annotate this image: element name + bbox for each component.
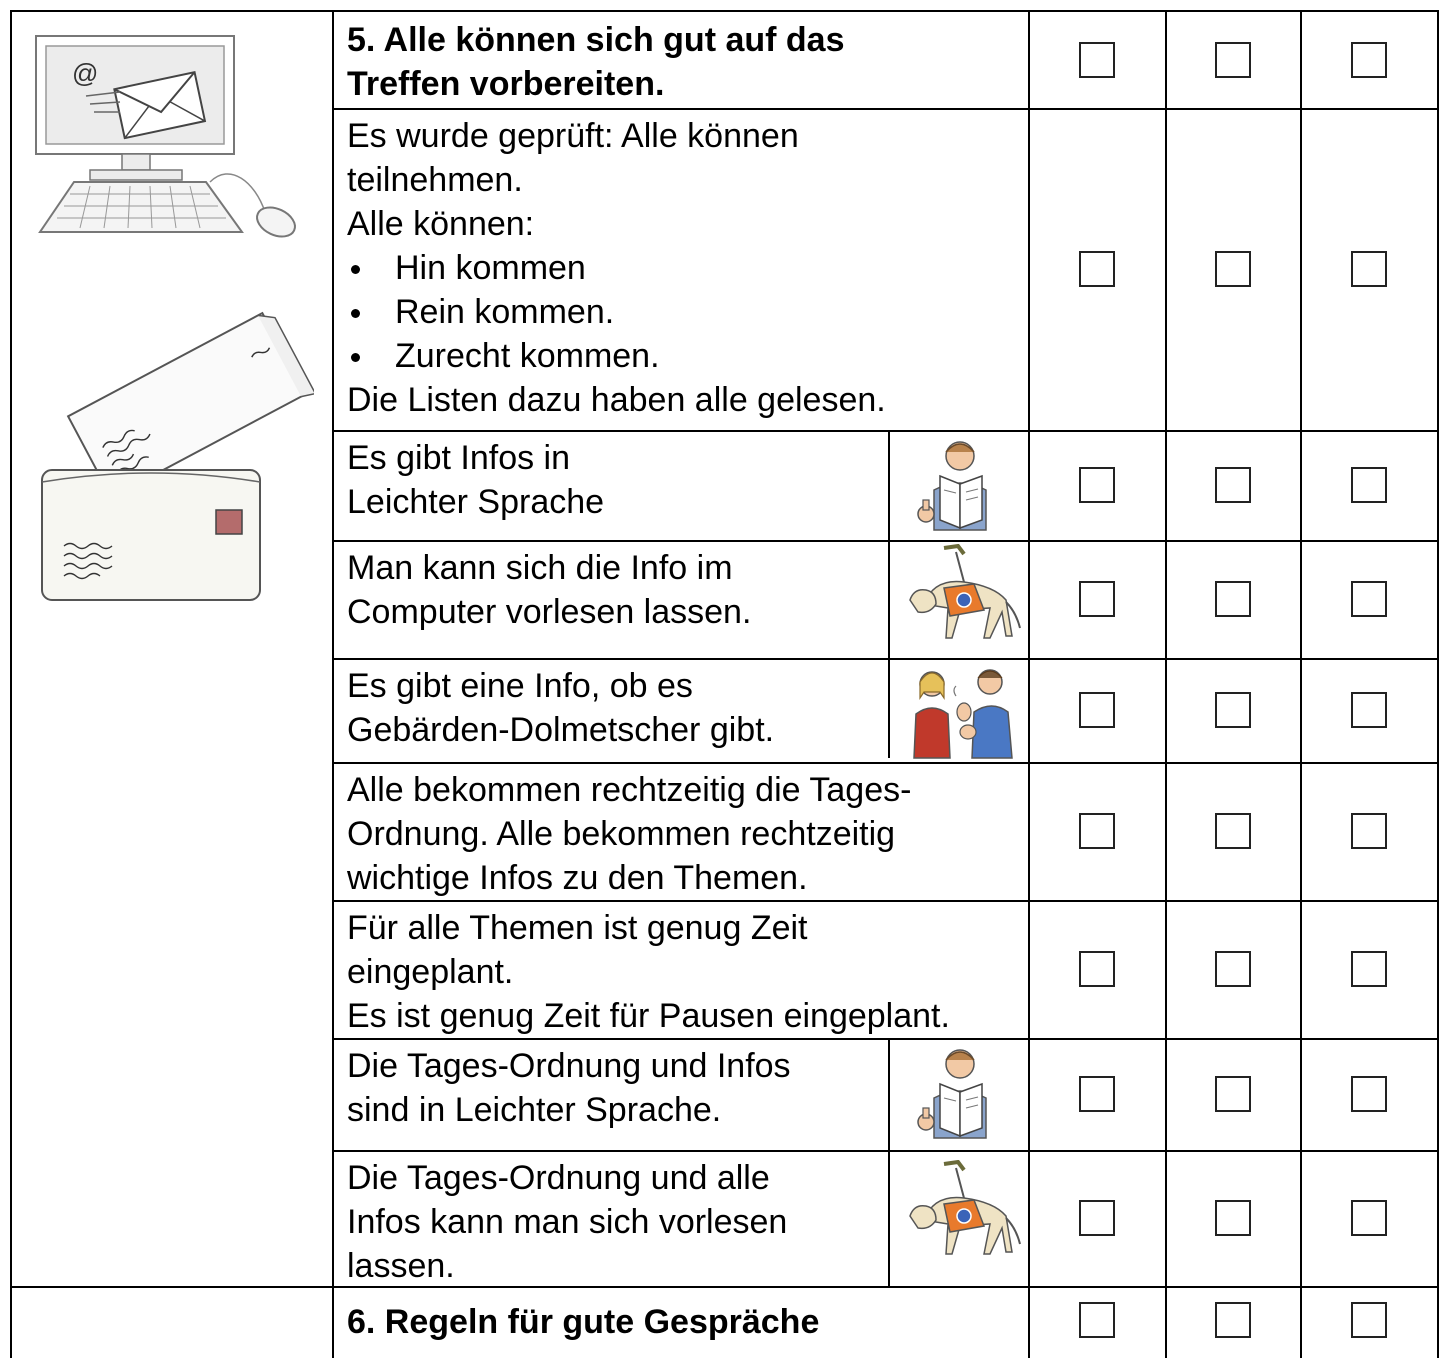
rating-checkbox[interactable] bbox=[1215, 42, 1251, 78]
rating-checkbox[interactable] bbox=[1079, 581, 1115, 617]
guide-dog-icon bbox=[904, 1160, 1024, 1272]
criterion-text: Es wurde geprüft: Alle können teilnehmen. Alle können: Hin kommen Rein kommen. Zurecht kommen. Die Listen dazu haben alle gelesen. bbox=[347, 117, 886, 419]
rating-checkbox[interactable] bbox=[1215, 1302, 1251, 1338]
list-item: Hin kommen bbox=[347, 246, 886, 290]
svg-text:@: @ bbox=[72, 58, 99, 88]
criterion-text: Die Tages-Ordnung und alle Infos kann man sich vorlesen lassen. bbox=[347, 1159, 788, 1285]
criterion-text: Alle bekommen rechtzeitig die Tages- Ordnung. Alle bekommen rechtzeitig wichtige Infos zu den Themen. bbox=[347, 771, 912, 897]
guide-dog-icon bbox=[904, 544, 1024, 656]
rating-checkbox[interactable] bbox=[1079, 467, 1115, 503]
list-item: Zurecht kommen. bbox=[347, 334, 886, 378]
rating-checkbox[interactable] bbox=[1079, 813, 1115, 849]
rating-checkbox[interactable] bbox=[1215, 581, 1251, 617]
rating-checkbox[interactable] bbox=[1215, 1076, 1251, 1112]
rating-checkbox[interactable] bbox=[1079, 1302, 1115, 1338]
rating-checkbox[interactable] bbox=[1079, 692, 1115, 728]
rating-checkbox[interactable] bbox=[1351, 1302, 1387, 1338]
rating-checkbox[interactable] bbox=[1351, 951, 1387, 987]
rating-checkbox[interactable] bbox=[1079, 951, 1115, 987]
rating-checkbox[interactable] bbox=[1351, 692, 1387, 728]
section-heading: 6. Regeln für gute Gespräche bbox=[347, 1303, 820, 1341]
rating-checkbox[interactable] bbox=[1215, 813, 1251, 849]
bullet-list bbox=[347, 246, 886, 378]
criterion-text: Es gibt eine Info, ob es Gebärden-Dolmetscher gibt. bbox=[347, 667, 775, 749]
rating-checkbox[interactable] bbox=[1079, 1200, 1115, 1236]
rating-checkbox[interactable] bbox=[1351, 1076, 1387, 1112]
rating-checkbox[interactable] bbox=[1351, 42, 1387, 78]
rating-checkbox[interactable] bbox=[1215, 951, 1251, 987]
checklist-table bbox=[10, 10, 1439, 1358]
reading-person-thumbs-up-icon bbox=[910, 434, 1010, 538]
sign-language-interpreter-icon bbox=[906, 662, 1020, 760]
section-heading: 5. Alle können sich gut auf das Treffen vorbereiten. bbox=[347, 21, 845, 103]
rating-checkbox[interactable] bbox=[1351, 581, 1387, 617]
rating-checkbox[interactable] bbox=[1351, 1200, 1387, 1236]
rating-checkbox[interactable] bbox=[1215, 251, 1251, 287]
criterion-text: Für alle Themen ist genug Zeit eingeplant. Es ist genug Zeit für Pausen eingeplant. bbox=[347, 909, 950, 1035]
rating-checkbox[interactable] bbox=[1215, 1200, 1251, 1236]
criterion-text: Die Tages-Ordnung und Infos sind in Leichter Sprache. bbox=[347, 1047, 791, 1129]
letter-envelope-icon bbox=[34, 300, 314, 610]
rating-checkbox[interactable] bbox=[1079, 42, 1115, 78]
rating-checkbox[interactable] bbox=[1215, 467, 1251, 503]
criterion-text: Es gibt Infos in Leichter Sprache bbox=[347, 439, 605, 521]
rating-checkbox[interactable] bbox=[1351, 251, 1387, 287]
computer-email-icon bbox=[30, 32, 300, 242]
criterion-text: Man kann sich die Info im Computer vorlesen lassen. bbox=[347, 549, 752, 631]
reading-person-thumbs-up-icon bbox=[910, 1042, 1010, 1146]
list-item: Rein kommen. bbox=[347, 290, 886, 334]
rating-checkbox[interactable] bbox=[1079, 251, 1115, 287]
rating-checkbox[interactable] bbox=[1079, 1076, 1115, 1112]
rating-checkbox[interactable] bbox=[1351, 467, 1387, 503]
rating-checkbox[interactable] bbox=[1215, 692, 1251, 728]
rating-checkbox[interactable] bbox=[1351, 813, 1387, 849]
